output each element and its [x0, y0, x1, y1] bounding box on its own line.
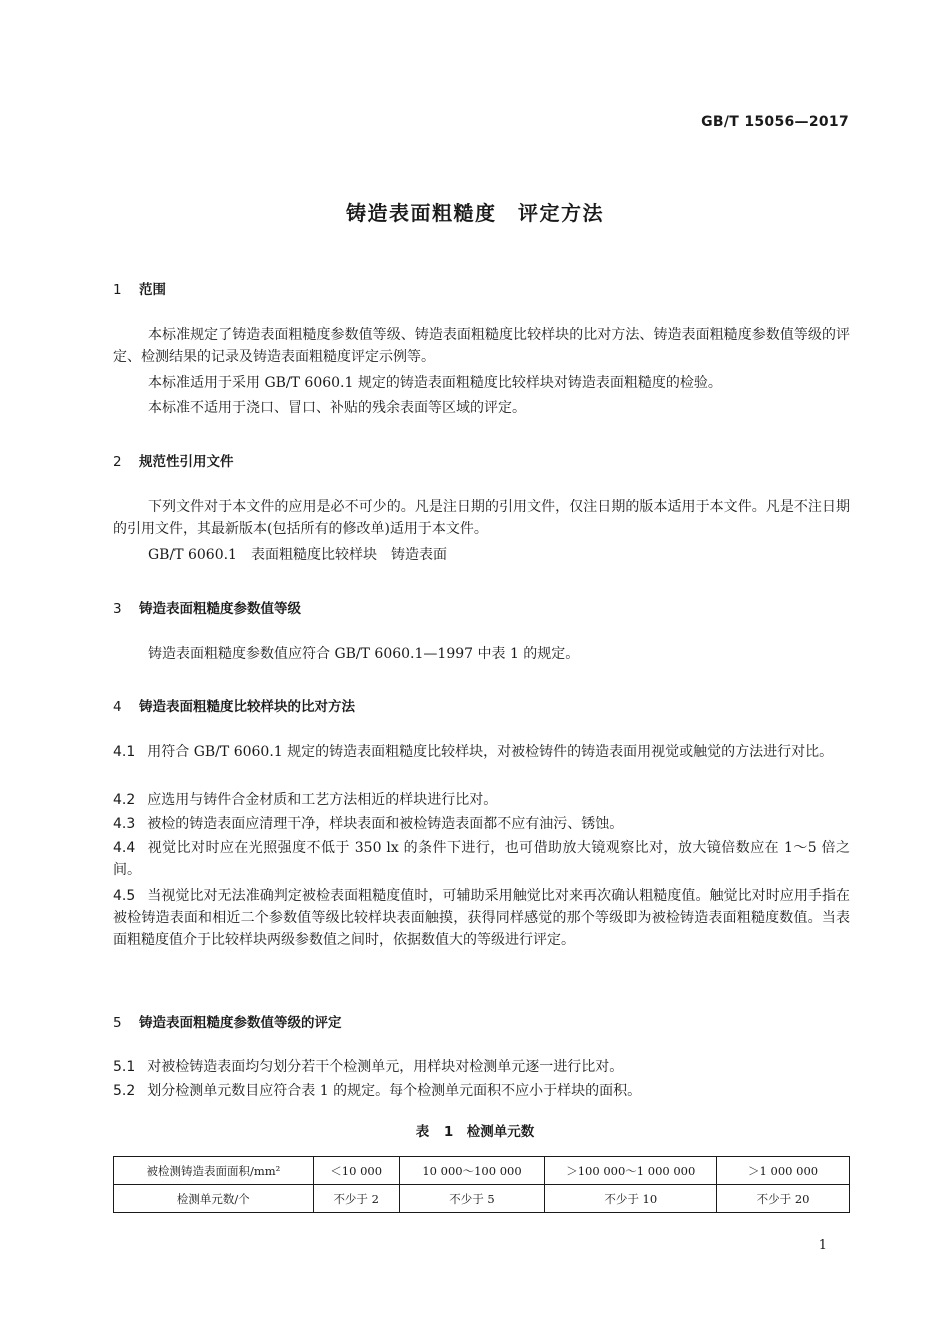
page-title: 铸造表面粗糙度 评定方法	[346, 201, 604, 225]
clause-number: 5.1	[113, 1059, 136, 1075]
section-1-heading	[113, 278, 166, 298]
s3-paragraph-1: 铸造表面粗糙度参数值应符合 GB/T 6060.1—1997 中表 1 的规定。	[148, 646, 580, 662]
section-number: 5	[113, 1015, 122, 1031]
section-title: 范围	[139, 282, 166, 298]
section-title: 规范性引用文件	[139, 454, 234, 470]
clause-number: 4.3	[113, 816, 136, 832]
section-number: 2	[113, 454, 122, 470]
section-number: 1	[113, 282, 122, 298]
section-number: 3	[113, 601, 122, 617]
s1-paragraph-1: 本标准规定了铸造表面粗糙度参数值等级、铸造表面粗糙度比较样块的比对方法、铸造表面粗糙度参数值等级的评定、检测结果的记录及铸造表面粗糙度评定示例等。	[113, 327, 850, 365]
standard-number: GB/T 15056—2017	[701, 114, 849, 130]
section-number: 4	[113, 699, 122, 715]
clause-4-3	[113, 813, 850, 835]
section-2-heading	[113, 450, 234, 470]
clause-number: 5.2	[113, 1083, 136, 1099]
table-cell: 被检测铸造表面面积/mm²	[114, 1157, 314, 1185]
clause-4-5	[113, 885, 850, 951]
clause-number: 4.4	[113, 840, 136, 856]
detection-unit-table	[113, 1156, 850, 1213]
table-row	[114, 1157, 850, 1185]
clause-text: 用符合 GB/T 6060.1 规定的铸造表面粗糙度比较样块，对被检铸件的铸造表面用视觉或触觉的方法进行对比。	[147, 744, 834, 760]
s2-reference: GB/T 6060.1 表面粗糙度比较样块 铸造表面	[148, 547, 447, 563]
s1-paragraph-2: 本标准适用于采用 GB/T 6060.1 规定的铸造表面粗糙度比较样块对铸造表面粗糙度的检验。	[148, 375, 722, 391]
clause-text: 划分检测单元数目应符合表 1 的规定。每个检测单元面积不应小于样块的面积。	[147, 1083, 642, 1099]
clause-text: 被检的铸造表面应清理干净，样块表面和被检铸造表面都不应有油污、锈蚀。	[147, 816, 624, 832]
table-cell: ＜10 000	[313, 1157, 399, 1185]
clause-5-2	[113, 1080, 850, 1102]
clause-number: 4.5	[113, 888, 136, 904]
section-5-heading	[113, 1011, 342, 1031]
s2-paragraph-1: 下列文件对于本文件的应用是必不可少的。凡是注日期的引用文件，仅注日期的版本适用于本文件。凡是不注日期的引用文件，其最新版本(包括所有的修改单)适用于本文件。	[113, 499, 850, 537]
table-cell: 不少于 5	[399, 1185, 545, 1213]
clause-text: 当视觉比对无法准确判定被检表面粗糙度值时，可辅助采用触觉比对来再次确认粗糙度值。触觉比对时应用手指在被检铸造表面和相近二个参数值等级比较样块表面触摸，获得同样感觉的那个等级即为被检铸造表面粗糙度数值。当表面粗糙度值介于比较样块两级参数值之间时，依据数值大的等级进行评定。	[113, 888, 850, 948]
clause-number: 4.2	[113, 792, 136, 808]
table-cell: 不少于 20	[717, 1185, 850, 1213]
table-cell: 不少于 2	[313, 1185, 399, 1213]
clause-text: 对被检铸造表面均匀划分若干个检测单元，用样块对检测单元逐一进行比对。	[147, 1059, 624, 1075]
table-caption: 表 1 检测单元数	[415, 1124, 535, 1140]
clause-number: 4.1	[113, 744, 136, 760]
page-number: 1	[818, 1238, 827, 1253]
section-3-heading	[113, 597, 301, 617]
clause-5-1	[113, 1056, 850, 1078]
clause-text: 应选用与铸件合金材质和工艺方法相近的样块进行比对。	[147, 792, 498, 808]
section-title: 铸造表面粗糙度参数值等级的评定	[139, 1015, 342, 1031]
clause-4-2	[113, 789, 850, 811]
clause-text: 视觉比对时应在光照强度不低于 350 lx 的条件下进行，也可借助放大镜观察比对，放大镜倍数应在 1～5 倍之间。	[113, 840, 850, 878]
section-4-heading	[113, 695, 355, 715]
s1-paragraph-3: 本标准不适用于浇口、冒口、补贴的残余表面等区域的评定。	[148, 400, 526, 416]
table-cell: 10 000～100 000	[399, 1157, 545, 1185]
table-cell: 检测单元数/个	[114, 1185, 314, 1213]
clause-4-1	[113, 741, 850, 763]
section-title: 铸造表面粗糙度比较样块的比对方法	[139, 699, 355, 715]
table-row	[114, 1185, 850, 1213]
table-cell: 不少于 10	[545, 1185, 717, 1213]
table-cell: ＞100 000～1 000 000	[545, 1157, 717, 1185]
table-cell: ＞1 000 000	[717, 1157, 850, 1185]
section-title: 铸造表面粗糙度参数值等级	[139, 601, 301, 617]
clause-4-4	[113, 837, 850, 881]
